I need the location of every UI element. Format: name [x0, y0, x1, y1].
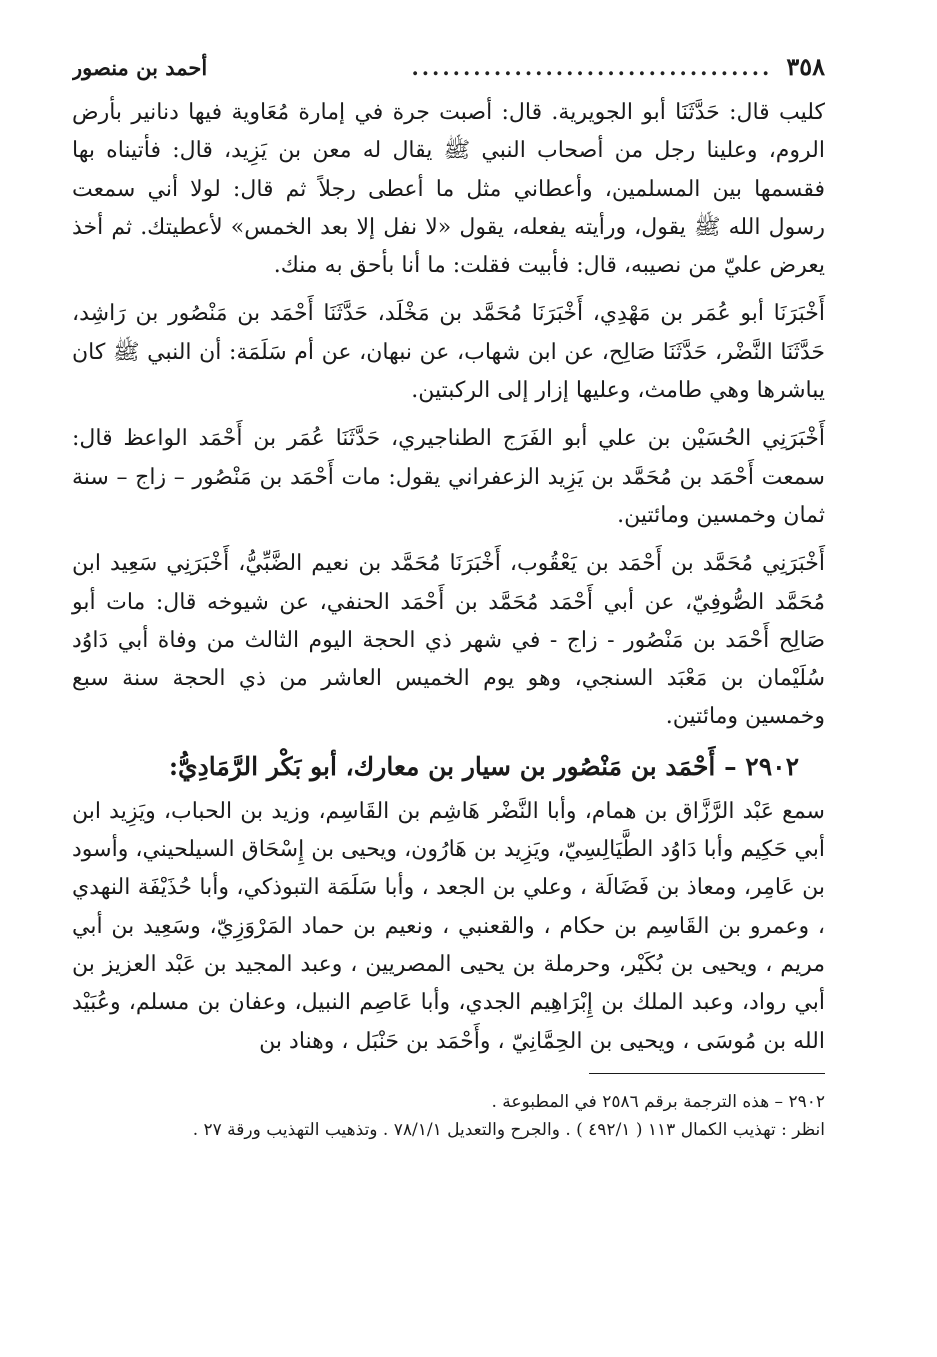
paragraph-death-report-hanafi: أَخْبَرَنِي مُحَمَّد بن أَحْمَد بن يَعْقُوب، أَخْبَرَنَا مُحَمَّد بن نعيم الضَّبِّيُّ، أَخْبَرَنِي سَعِيد ابن مُحَمَّد الصُّوفِيّ، عن أبي أَحْمَد مُحَمَّد بن أَحْمَد الحنفي، عن شيوخه قال: مات أبو صَالِح أَحْمَد بن مَنْصُور - زاج - في شهر ذي الحجة اليوم الثالث من وفاة أبي دَاوُد سُلَيْمان بن مَعْبَد السنجي، وهو يوم الخميس العاشر من ذي الحجة سنة سبع وخمسين ومائتين. [72, 551, 825, 730]
running-header [72, 52, 825, 92]
header-leader-dots: ................................... [411, 55, 773, 80]
footnote-divider [589, 1073, 825, 1074]
paragraph-narration-kulayb: كليب قال: حَدَّثَنَا أبو الجويرية. قال: أصبت جرة في إمارة مُعَاوية فيها دنانير بأرض الروم، وعلينا رجل من أصحاب النبي ﷺ يقال له معن بن يَزِيد، قال: فأتيناه بها فقسمها بين المسلمين، وأعطاني مثل ما أعطى رجلاً ثم قال: لولا أني سمعت رسول الله ﷺ يقول، ورأيته يفعله، يقول «لا نفل إلا بعد الخمس» لأعطيتك. ثم أخذ يعرض عليّ من نصيبه، قال: فأبيت فقلت: ما أنا بأحق به منك. [72, 100, 825, 279]
footnote-line-1: ٢٩٠٢ – هذه الترجمة برقم ٢٥٨٦ في المطبوعة . [491, 1091, 825, 1112]
entry-heading-2902: ٢٩٠٢ – أَحْمَد بن مَنْصُور بن سيار بن معارك، أبو بَكْر الرَّمَادِيُّ: [168, 751, 799, 781]
paragraph-entry-2902-teachers: سمع عَبْد الرَّزَّاق بن همام، وأبا النَّضْر هَاشِم بن القَاسِم، وزيد بن الحباب، ويَزِيد ابن أبي حَكِيم وأبا دَاوُد الطَّيَالِسِيّ، ويَزِيد بن هَارُون، ويحيى بن إِسْحَاق السيلحيني، وأسود بن عَامِر، ومعاذ بن فَضَالَة ، وعلي بن الجعد ، وأبا سَلَمَة التبوذكي، وأبا حُذَيْفَة النهدي ، وعمرو بن القَاسِم بن حكام ، والقعنبي ، ونعيم بن حماد المَرْوَزِيّ، وسَعِيد بن أبي مريم ، ويحيى بن بُكَيْر، وحرملة بن يحيى المصريين ، وعبد المجيد بن عَبْد العزيز بن أبي رواد، وعبد الملك بن إِبْرَاهِيم الجدي، وأبا عَاصِم النبيل، وعفان بن مسلم، وعُبَيْد الله بن مُوسَى ، ويحيى بن الحِمَّانِيّ ، وأَحْمَد بن حَنْبَل ، وهناد بن [72, 798, 825, 1054]
running-title: أحمد بن منصور [72, 55, 208, 80]
paragraph-narration-umm-salama: أَخْبَرَنَا أبو عُمَر بن مَهْدِي، أَخْبَرَنَا مُحَمَّد بن مَخْلَد، حَدَّثَنَا أَحْمَد بن مَنْصُور بن رَاشِد، حَدَّثَنَا النَّضْر، حَدَّثَنَا صَالِح، عن ابن شهاب، عن نبهان، عن أم سَلَمَة: أن النبي ﷺ كان يباشرها وهي طامث، وعليها إزار إلى الركبتين. [72, 301, 825, 404]
footnotes [72, 1088, 825, 1144]
main-text [72, 94, 825, 1061]
footnote-line-2: انظر : تهذيب الكمال ١١٣ ( ٤٩٢/١ ) . والجرح والتعديل ٧٨/١/١ . وتذهيب التهذيب ورقة ٢٧ . [192, 1119, 825, 1140]
paragraph-death-report-zafarani: أَخْبَرَنِي الحُسَيْن بن علي أبو الفَرَج الطناجيري، حَدَّثَنَا عُمَر بن أَحْمَد الواعظ قال: سمعت أَحْمَد بن مُحَمَّد بن يَزِيد الزعفراني يقول: مات أَحْمَد بن مَنْصُور – زاج – سنة ثمان وخمسين ومائتين. [72, 426, 825, 528]
page-number: ٣٥٨ [786, 52, 825, 81]
